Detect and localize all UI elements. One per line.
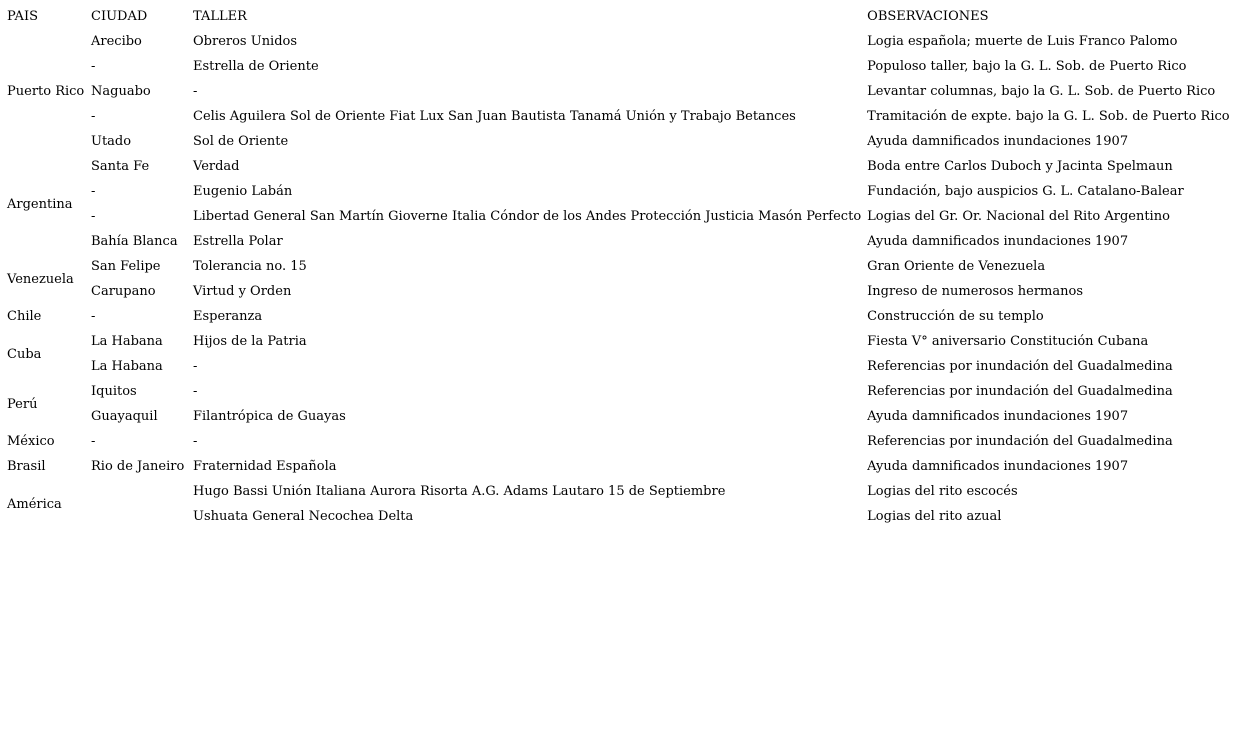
cell-taller: Tolerancia no. 15 xyxy=(193,259,307,274)
cell-ciudad: Carupano xyxy=(91,284,156,299)
table-row xyxy=(4,329,1236,354)
cell-observaciones: Ayuda damnificados inundaciones 1907 xyxy=(867,409,1129,424)
cell-pais: Puerto Rico xyxy=(7,84,85,99)
cell-observaciones: Fiesta V° aniversario Constitución Cubana xyxy=(867,334,1149,349)
cell-taller: Sol de Oriente xyxy=(193,134,289,149)
table-row xyxy=(4,404,1236,429)
cell-ciudad: La Habana xyxy=(91,334,163,349)
table-row xyxy=(4,379,1236,404)
cell-ciudad: - xyxy=(91,184,96,199)
table-row xyxy=(4,29,1236,54)
cell-observaciones: Gran Oriente de Venezuela xyxy=(867,259,1046,274)
cell-observaciones: Logias del rito azual xyxy=(867,509,1002,524)
cell-observaciones: Ayuda damnificados inundaciones 1907 xyxy=(867,234,1129,249)
cell-observaciones: Ayuda damnificados inundaciones 1907 xyxy=(867,459,1129,474)
cell-taller: Celis Aguilera Sol de Oriente Fiat Lux San Juan Bautista Tanamá Unión y Trabajo Betances xyxy=(193,109,796,124)
cell-observaciones: Referencias por inundación del Guadalmedina xyxy=(867,359,1173,374)
table-row xyxy=(4,129,1236,154)
cell-taller: Obreros Unidos xyxy=(193,34,298,49)
cell-taller: Ushuata General Necochea Delta xyxy=(193,509,414,524)
header-taller: TALLER xyxy=(193,9,247,24)
cell-ciudad: Iquitos xyxy=(91,384,137,399)
cell-ciudad: - xyxy=(91,109,96,124)
cell-observaciones: Construcción de su templo xyxy=(867,309,1044,324)
cell-ciudad: Utado xyxy=(91,134,132,149)
cell-taller: Hugo Bassi Unión Italiana Aurora Risorta A.G. Adams Lautaro 15 de Septiembre xyxy=(193,484,726,499)
cell-taller: Eugenio Labán xyxy=(193,184,293,199)
cell-taller: Filantrópica de Guayas xyxy=(193,409,346,424)
header-pais: PAIS xyxy=(7,9,38,24)
cell-taller: Estrella Polar xyxy=(193,234,283,249)
cell-pais: Argentina xyxy=(7,196,73,212)
cell-pais: América xyxy=(7,496,62,512)
table-row xyxy=(4,429,1236,454)
table-row xyxy=(4,279,1236,304)
cell-taller: Verdad xyxy=(193,159,240,174)
cell-observaciones: Referencias por inundación del Guadalmedina xyxy=(867,384,1173,399)
cell-observaciones: Levantar columnas, bajo la G. L. Sob. de Puerto Rico xyxy=(867,84,1216,99)
cell-observaciones: Ingreso de numerosos hermanos xyxy=(867,284,1084,299)
cell-observaciones: Fundación, bajo auspicios G. L. Catalano-Balear xyxy=(867,184,1184,199)
cell-ciudad: - xyxy=(91,434,96,449)
cell-pais: Chile xyxy=(7,309,42,324)
cell-ciudad: Santa Fe xyxy=(91,159,150,174)
table-row xyxy=(4,104,1236,129)
table-row xyxy=(4,479,1236,504)
cell-taller: Estrella de Oriente xyxy=(193,59,319,74)
cell-pais: Venezuela xyxy=(7,271,74,287)
table-row xyxy=(4,454,1236,479)
cell-taller: Libertad General San Martín Gioverne Italia Cóndor de los Andes Protección Justicia Masón Perfecto xyxy=(193,209,862,224)
table-row xyxy=(4,79,1236,104)
table-row xyxy=(4,54,1236,79)
cell-observaciones: Ayuda damnificados inundaciones 1907 xyxy=(867,134,1129,149)
cell-taller: Hijos de la Patria xyxy=(193,334,307,349)
cell-taller: - xyxy=(193,434,198,449)
table-body xyxy=(4,29,1236,529)
cell-pais: Brasil xyxy=(7,459,46,474)
cell-taller: Virtud y Orden xyxy=(193,284,292,299)
cell-ciudad: Naguabo xyxy=(91,84,151,99)
cell-observaciones: Populoso taller, bajo la G. L. Sob. de Puerto Rico xyxy=(867,59,1187,74)
header-row xyxy=(4,4,1236,29)
cell-ciudad: Rio de Janeiro xyxy=(91,459,185,474)
cell-ciudad: Bahía Blanca xyxy=(91,234,178,249)
cell-ciudad: - xyxy=(91,59,96,74)
header-ciudad: CIUDAD xyxy=(91,9,148,24)
header-observaciones: OBSERVACIONES xyxy=(867,9,989,24)
cell-taller: - xyxy=(193,359,198,374)
cell-observaciones: Logias del rito escocés xyxy=(867,484,1018,499)
cell-ciudad: Guayaquil xyxy=(91,409,158,424)
cell-taller: - xyxy=(193,384,198,399)
cell-taller: - xyxy=(193,84,198,99)
cell-observaciones: Referencias por inundación del Guadalmedina xyxy=(867,434,1173,449)
table-row xyxy=(4,504,1236,529)
table-row xyxy=(4,204,1236,229)
cell-ciudad: Arecibo xyxy=(91,34,142,49)
cell-observaciones: Tramitación de expte. bajo la G. L. Sob. de Puerto Rico xyxy=(867,109,1230,124)
cell-observaciones: Logias del Gr. Or. Nacional del Rito Argentino xyxy=(867,209,1170,224)
cell-pais: México xyxy=(7,434,55,449)
cell-pais: Perú xyxy=(7,396,38,412)
cell-pais: Cuba xyxy=(7,346,42,362)
table-row xyxy=(4,154,1236,179)
table-row xyxy=(4,304,1236,329)
cell-ciudad: - xyxy=(91,209,96,224)
cell-ciudad xyxy=(88,504,190,529)
cell-ciudad: San Felipe xyxy=(91,259,161,274)
table-row xyxy=(4,179,1236,204)
cell-taller: Esperanza xyxy=(193,309,263,324)
cell-ciudad: - xyxy=(91,309,96,324)
cell-observaciones: Logia española; muerte de Luis Franco Palomo xyxy=(867,34,1178,49)
table-row xyxy=(4,354,1236,379)
table-row xyxy=(4,229,1236,254)
cell-ciudad: La Habana xyxy=(91,359,163,374)
cell-ciudad xyxy=(88,479,190,504)
table-row xyxy=(4,254,1236,279)
cell-observaciones: Boda entre Carlos Duboch y Jacinta Spelmaun xyxy=(867,159,1173,174)
lodges-table xyxy=(4,4,1236,529)
cell-taller: Fraternidad Española xyxy=(193,459,337,474)
